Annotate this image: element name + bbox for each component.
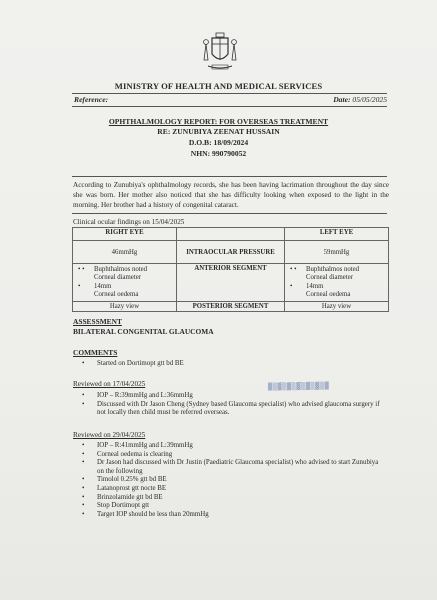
document-date (333, 95, 387, 104)
table-row (73, 264, 389, 302)
table-row (73, 241, 389, 264)
list-item: • Discussed with Dr Jason Cheng (Sydney based Glaucoma specialist) who advised glaucoma surgery if not locally then child must be referred overseas. (82, 401, 382, 418)
list-item: Corneal oedema (306, 291, 351, 299)
right-posterior-value: Hazy view (73, 301, 177, 311)
right-eye-header: RIGHT EYE (73, 228, 177, 241)
list-item: Corneal diameter (306, 274, 353, 282)
review-2-heading: Reviewed on 29/04/2025 (73, 431, 146, 439)
clinical-findings-label: Clinical ocular findings on 15/04/2025 (73, 218, 185, 226)
review-2-list (82, 442, 382, 519)
anterior-segment-label: ANTERIOR SEGMENT (177, 264, 285, 302)
intro-bottom-rule (72, 213, 387, 214)
table-row (73, 228, 389, 241)
left-eye-header: LEFT EYE (285, 228, 389, 241)
date-value: 05/05/2025 (352, 95, 387, 104)
iop-right-value: 46mmHg (73, 241, 177, 264)
list-item: Corneal diameter (94, 274, 141, 282)
patient-name: RE: ZUNUBIYA ZEENAT HUSSAIN (157, 127, 280, 136)
ministry-heading: MINISTRY OF HEALTH AND MEDICAL SERVICES (114, 81, 323, 91)
table-row (73, 301, 389, 311)
date-label: Date: (333, 95, 351, 104)
list-item: • 14mm (290, 282, 324, 290)
list-item: • Stop Dortimopt gtt (82, 502, 382, 511)
list-item: • Started on Dortimopt gtt bd BE (82, 360, 382, 369)
intro-top-rule (72, 176, 387, 177)
report-title: OPHTHALMOLOGY REPORT: FOR OVERSEAS TREATMENT (108, 117, 329, 126)
review-1-list (82, 392, 382, 418)
list-item: • Dr Jason had discussed with Dr Justin (Paediatric Glaucoma specialist) who advised to start Zunubiya on the following (82, 459, 382, 476)
list-item: • • Buphthalmos noted (290, 266, 360, 273)
history-paragraph: According to Zunubiya's ophthalmology records, she has been having lacrimation throughout the day since she was born. Her mother also noticed that she has difficulty looking when exposed to the light in the morning. Her brother had a history of congenital cataract. (73, 181, 389, 209)
header-divider-2 (72, 106, 387, 107)
right-anterior-cell (73, 264, 177, 302)
iop-label: INTRAOCULAR PRESSURE (177, 241, 285, 264)
comments-heading: COMMENTS (73, 348, 118, 357)
list-item: • IOP – R:41mmHg and L:39mmHg (82, 442, 382, 451)
left-posterior-value: Hazy view (285, 301, 389, 311)
list-item: • 14mm (78, 282, 112, 290)
reference-label: Reference: (74, 95, 109, 104)
iop-left-value: 59mmHg (285, 241, 389, 264)
assessment-text: BILATERAL CONGENITAL GLAUCOMA (73, 327, 214, 336)
table-cell (177, 228, 285, 241)
ocular-findings-table (72, 227, 389, 312)
posterior-segment-label: POSTERIOR SEGMENT (177, 301, 285, 311)
patient-nhn: NHN: 990790052 (190, 149, 247, 158)
review-1-heading: Reviewed on 17/04/2025 (73, 380, 146, 388)
list-item: • Corneal oedema is clearing (82, 451, 382, 460)
list-item: Corneal oedema (94, 291, 139, 299)
header-divider (72, 93, 387, 94)
list-item: • • Buphthalmos noted (78, 266, 148, 273)
received-stamp: ▓▒▓▒▓▒▓▒▓▒▓▒▓ (267, 381, 330, 392)
comments-list (82, 360, 382, 369)
list-item: • Brinzolamide gtt bd BE (82, 494, 382, 503)
coat-of-arms-emblem (200, 30, 240, 74)
list-item: • IOP – R:39mmHg and L:36mmHg (82, 392, 382, 401)
assessment-heading: ASSESSMENT (73, 317, 122, 326)
left-anterior-cell (285, 264, 389, 302)
patient-dob: D.O.B: 18/09/2024 (188, 138, 249, 147)
list-item: • Latanoprost gtt nocte BE (82, 485, 382, 494)
list-item: • Timolol 0.25% gtt bd BE (82, 476, 382, 485)
list-item: • Target IOP should be less than 20mmHg (82, 511, 382, 520)
